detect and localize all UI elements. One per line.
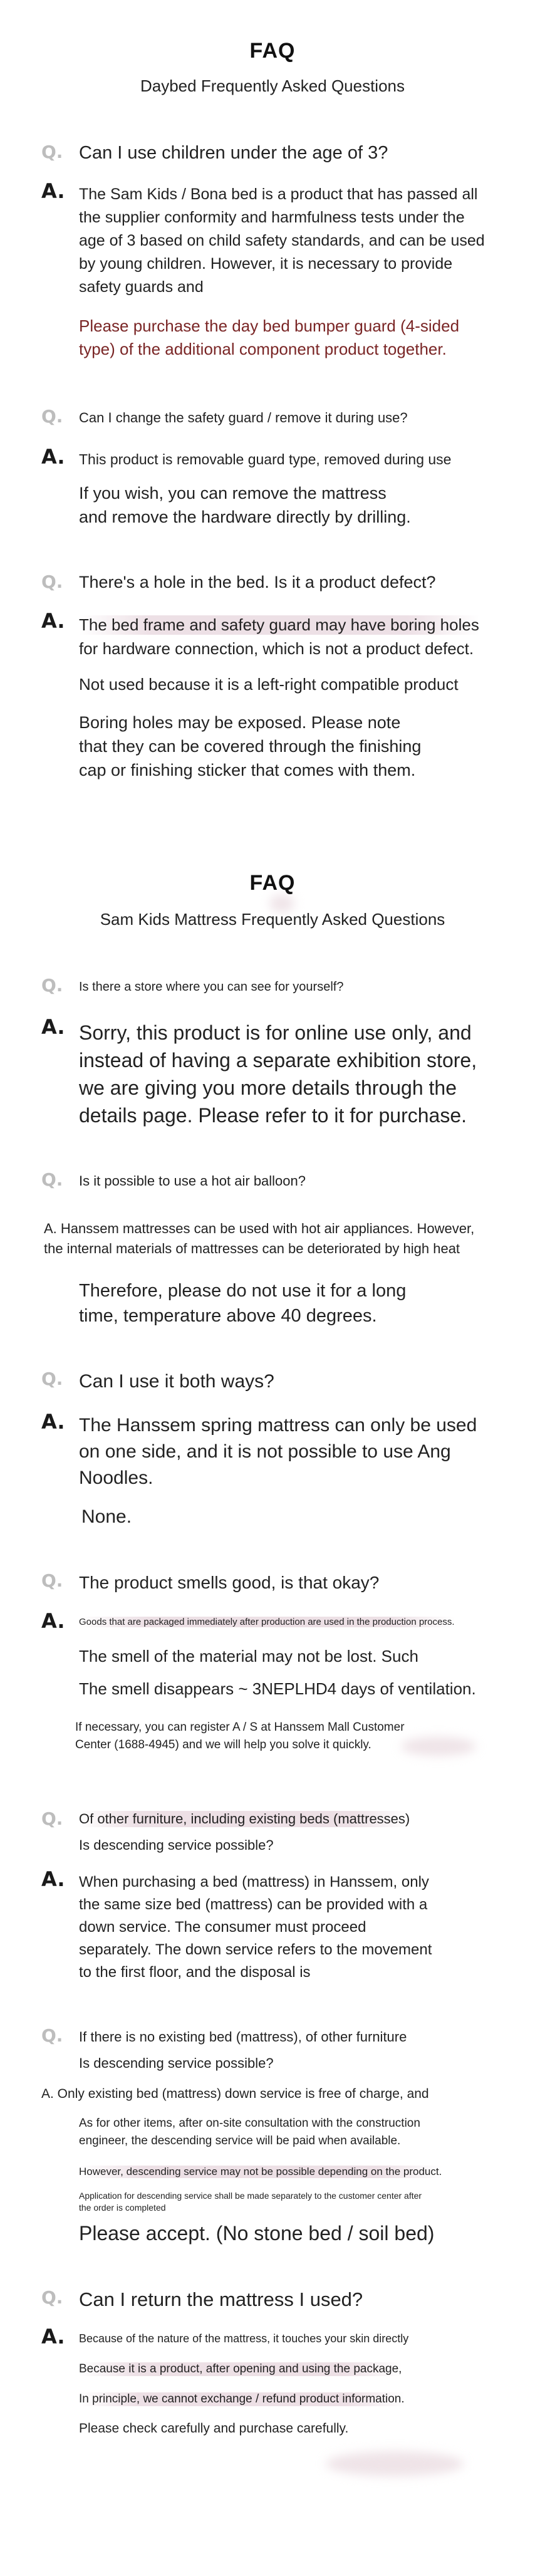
text-line: details page. Please refer to it for purchase. [79,1104,467,1127]
text-line: Sorry, this product is for online use only, and [79,1021,472,1044]
text-line: the internal materials of mattresses can be deteriorated by high heat [44,1241,460,1256]
text-line: for hardware connection, which is not a product defect. [79,639,474,658]
answer-mark-icon: A. [41,1867,65,1891]
mattress-q4: The product smells good, is that okay? [79,1573,380,1592]
text-line: If necessary, you can register A / S at Hanssem Mall Customer [75,1721,405,1734]
mattress-a4-small: Goods that are packaged immediately after production are used in the production process. [79,1617,455,1627]
text-line: Therefore, please do not use it for a long [79,1281,407,1301]
text-line: The Hanssem spring mattress can only be used [79,1415,477,1436]
mattress-a6: A. Only existing bed (mattress) down service is free of charge, and [41,2087,429,2101]
text-line: A. Hanssem mattresses can be used with hot air appliances. However, [44,1221,475,1236]
text-line: time, temperature above 40 degrees. [79,1306,377,1326]
answer-mark-icon: A. [41,2325,65,2349]
daybed-q1: Can I use children under the age of 3? [79,143,388,163]
mattress-a6-e: Please accept. (No stone bed / soil bed) [79,2222,435,2245]
text-line: Application for descending service shall be made separately to the customer center after [79,2191,422,2201]
text-line: the supplier conformity and harmfulness tests under the [79,209,465,226]
text-line: Center (1688-4945) and we will help you solve it quickly. [75,1738,371,1751]
text-line: separately. The down service refers to the movement [79,1941,432,1958]
daybed-q3: There's a hole in the bed. Is it a product defect? [79,573,436,592]
text-line: The bed frame and safety guard may have boring holes [79,615,479,634]
mattress-a3-more: None. [81,1506,132,1527]
mattress-a7: Because of the nature of the mattress, it touches your skin directly [79,2332,409,2345]
text-line: down service. The consumer must proceed [79,1919,366,1936]
text-line: and remove the hardware directly by drilling. [79,508,411,526]
text-line: instead of having a separate exhibition store, [79,1049,477,1072]
text-line: As for other items, after on-site consultation with the construction [79,2117,420,2130]
text-line: Please purchase the day bed bumper guard (4-sided [79,316,460,335]
text-line: that they can be covered through the finishing [79,737,422,756]
answer-mark-icon: A. [41,445,65,469]
answer-mark-icon: A. [41,609,65,633]
mattress-q7: Can I return the mattress I used? [79,2288,363,2310]
daybed-a3-b: Not used because it is a left-right compatible product [79,675,459,694]
question-mark-icon: Q. [41,2025,63,2046]
mattress-a4-c: The smell disappears ~ 3NEPLHD4 days of ventilation. [79,1679,476,1698]
daybed-q2: Can I change the safety guard / remove it during use? [79,410,408,425]
text-line: age of 3 based on child safety standards, and can be used [79,232,485,249]
decorative-blur [401,1737,476,1756]
text-line: If you wish, you can remove the mattress [79,484,387,503]
text-line: we are giving you more details through the [79,1077,457,1099]
question-mark-icon: Q. [41,975,63,996]
text-line: Noodles. [79,1468,153,1488]
text-line: The Sam Kids / Bona bed is a product that has passed all [79,185,478,203]
mattress-a7-c: In principle, we cannot exchange / refund product information. [79,2392,405,2406]
answer-mark-icon: A. [41,1609,65,1633]
answer-mark-icon: A. [41,1015,65,1039]
text-line: engineer, the descending service will be paid when available. [79,2134,401,2147]
question-mark-icon: Q. [41,142,63,162]
text-line: Boring holes may be exposed. Please note [79,713,401,732]
daybed-faq-title: FAQ [249,39,296,63]
mattress-q5-b: Is descending service possible? [79,1837,274,1853]
mattress-q1: Is there a store where you can see for yourself? [79,980,344,994]
text-line: by young children. However, it is necessary to provide [79,255,453,273]
mattress-a7-b: Because it is a product, after opening and using the package, [79,2362,402,2375]
mattress-faq-subtitle: Sam Kids Mattress Frequently Asked Questions [100,910,445,929]
question-mark-icon: Q. [41,571,63,592]
daybed-faq-subtitle: Daybed Frequently Asked Questions [140,76,405,95]
text-line: type) of the additional component product together. [79,340,447,358]
text-line: the order is completed [79,2203,166,2213]
text-line: to the first floor, and the disposal is [79,1964,311,1981]
mattress-q6-b: Is descending service possible? [79,2055,274,2071]
text-line: on one side, and it is not possible to use Ang [79,1441,451,1462]
mattress-faq-title: FAQ [249,871,296,895]
question-mark-icon: Q. [41,1570,63,1591]
question-mark-icon: Q. [41,406,63,427]
text-line: cap or finishing sticker that comes with them. [79,761,416,780]
question-mark-icon: Q. [41,1369,63,1389]
daybed-a2: This product is removable guard type, removed during use [79,451,452,467]
mattress-a7-d: Please check carefully and purchase carefully. [79,2421,349,2436]
text-line: the same size bed (mattress) can be provided with a [79,1896,428,1913]
mattress-q2: Is it possible to use a hot air balloon? [79,1173,306,1189]
text-line: safety guards and [79,278,204,296]
answer-mark-icon: A. [41,179,65,203]
text-line: When purchasing a bed (mattress) in Hanssem, only [79,1874,429,1890]
mattress-q6: If there is no existing bed (mattress), of other furniture [79,2029,407,2045]
mattress-a4-b: The smell of the material may not be lost. Such [79,1647,418,1666]
decorative-blur [326,2451,464,2476]
question-mark-icon: Q. [41,1808,63,1829]
question-mark-icon: Q. [41,1169,63,1190]
mattress-a6-c: However, descending service may not be possible depending on the product. [79,2166,442,2177]
mattress-q5: Of other furniture, including existing beds (mattresses) [79,1811,410,1827]
question-mark-icon: Q. [41,2287,63,2308]
answer-mark-icon: A. [41,1410,65,1434]
mattress-q3: Can I use it both ways? [79,1371,274,1392]
